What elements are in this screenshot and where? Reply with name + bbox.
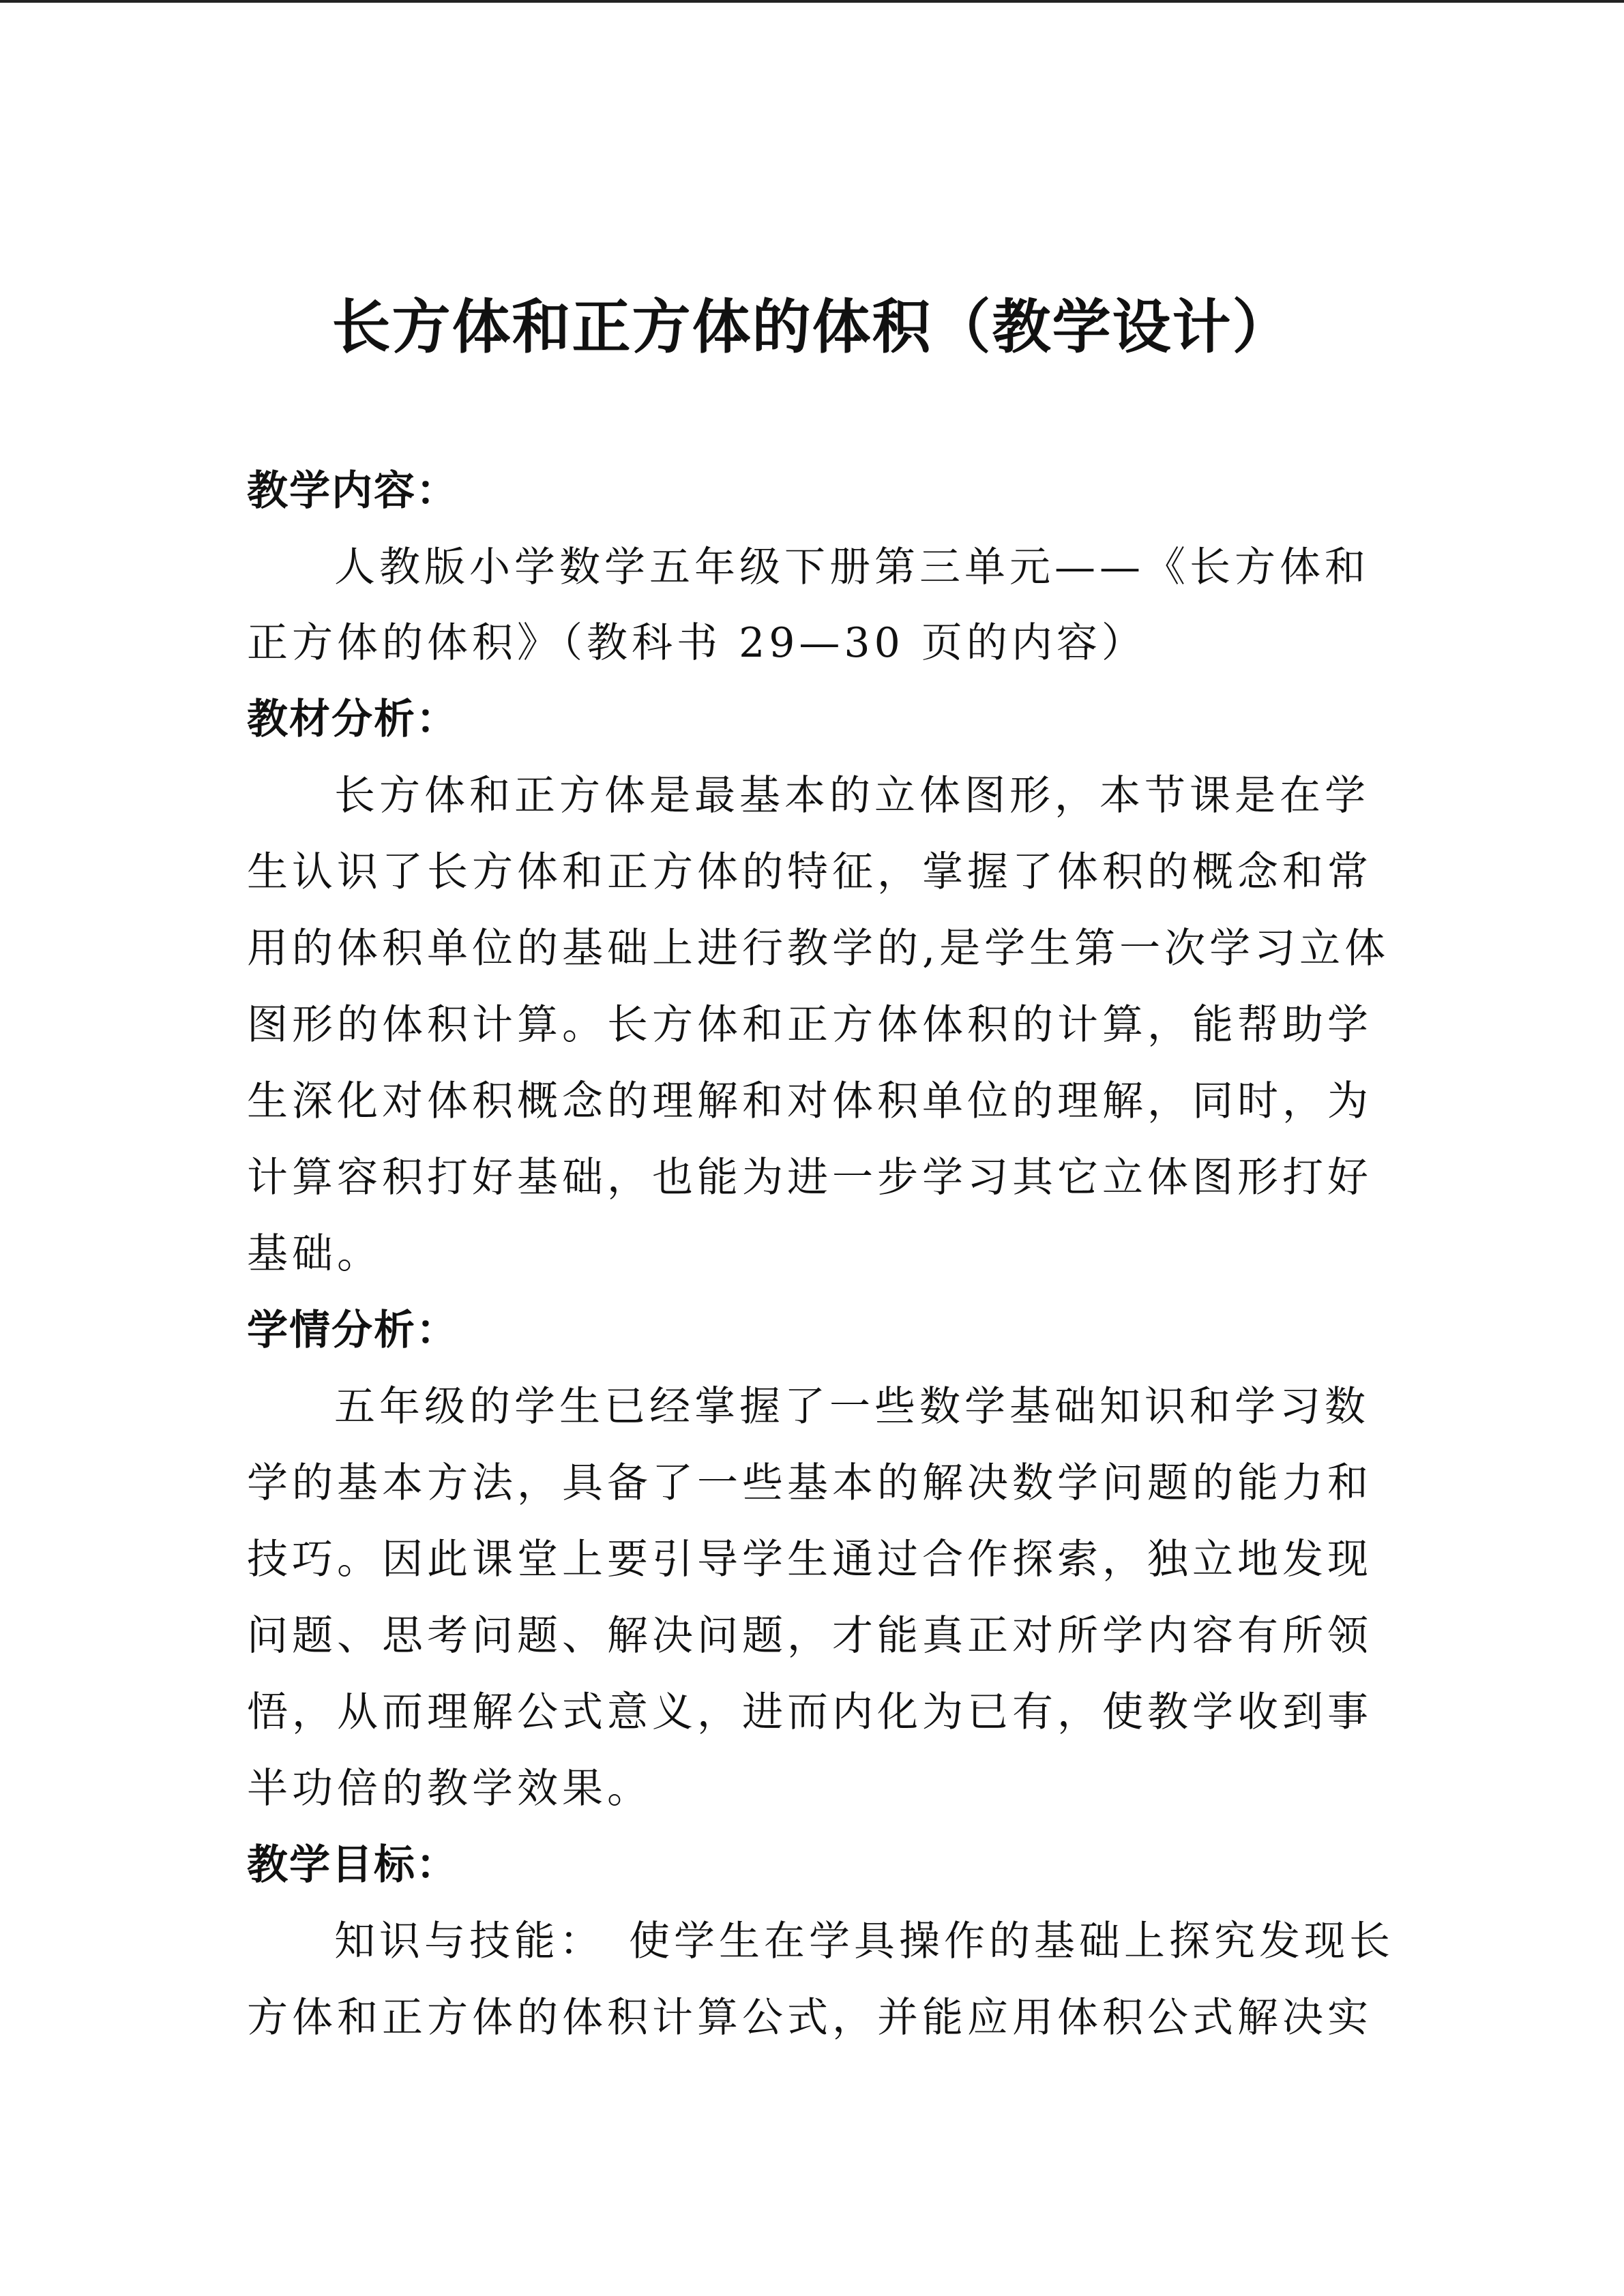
paragraph-line: 生认识了长方体和正方体的特征，掌握了体积的概念和常 [247, 848, 1372, 896]
paragraph-line: 半功倍的教学效果。 [247, 1765, 652, 1813]
paragraph-line: 方体和正方体的体积计算公式，并能应用体积公式解决实 [247, 1994, 1372, 2042]
section-heading-material-analysis: 教材分析： [247, 696, 458, 743]
section-heading-student-analysis: 学情分析： [247, 1307, 458, 1354]
paragraph-line: 技巧。因此课堂上要引导学生通过合作探索，独立地发现 [247, 1536, 1372, 1583]
paragraph-line: 五年级的学生已经掌握了一些数学基础知识和学习数 [334, 1383, 1370, 1431]
paragraph-line: 图形的体积计算。长方体和正方体体积的计算，能帮助学 [247, 1001, 1372, 1049]
page-top-border [0, 0, 1624, 3]
paragraph-line: 用的体积单位的基础上进行教学的,是学生第一次学习立体 [247, 925, 1390, 972]
paragraph-line: 计算容积打好基础，也能为进一步学习其它立体图形打好 [247, 1154, 1372, 1202]
section-heading-teaching-content: 教学内容： [247, 467, 458, 515]
paragraph-line: 悟，从而理解公式意义，进而内化为已有，使教学收到事 [247, 1688, 1372, 1736]
paragraph-line: 长方体和正方体是最基本的立体图形，本节课是在学 [334, 772, 1370, 820]
paragraph-line: 学的基本方法，具备了一些基本的解决数学问题的能力和 [247, 1459, 1372, 1507]
paragraph-line: 问题、思考问题、解决问题，才能真正对所学内容有所领 [247, 1612, 1372, 1660]
section-heading-teaching-goals: 教学目标： [247, 1841, 458, 1889]
paragraph-line: 正方体的体积》（教科书 29—30 页的内容） [247, 619, 1147, 667]
paragraph-line: 生深化对体积概念的理解和对体积单位的理解，同时，为 [247, 1077, 1372, 1125]
paragraph-line: 基础。 [247, 1230, 382, 1278]
document-title: 长方体和正方体的体积（教学设计） [331, 293, 1293, 361]
paragraph-line: 知识与技能： 使学生在学具操作的基础上探究发现长 [334, 1918, 1394, 1965]
paragraph-line: 人教版小学数学五年级下册第三单元——《长方体和 [334, 543, 1370, 591]
